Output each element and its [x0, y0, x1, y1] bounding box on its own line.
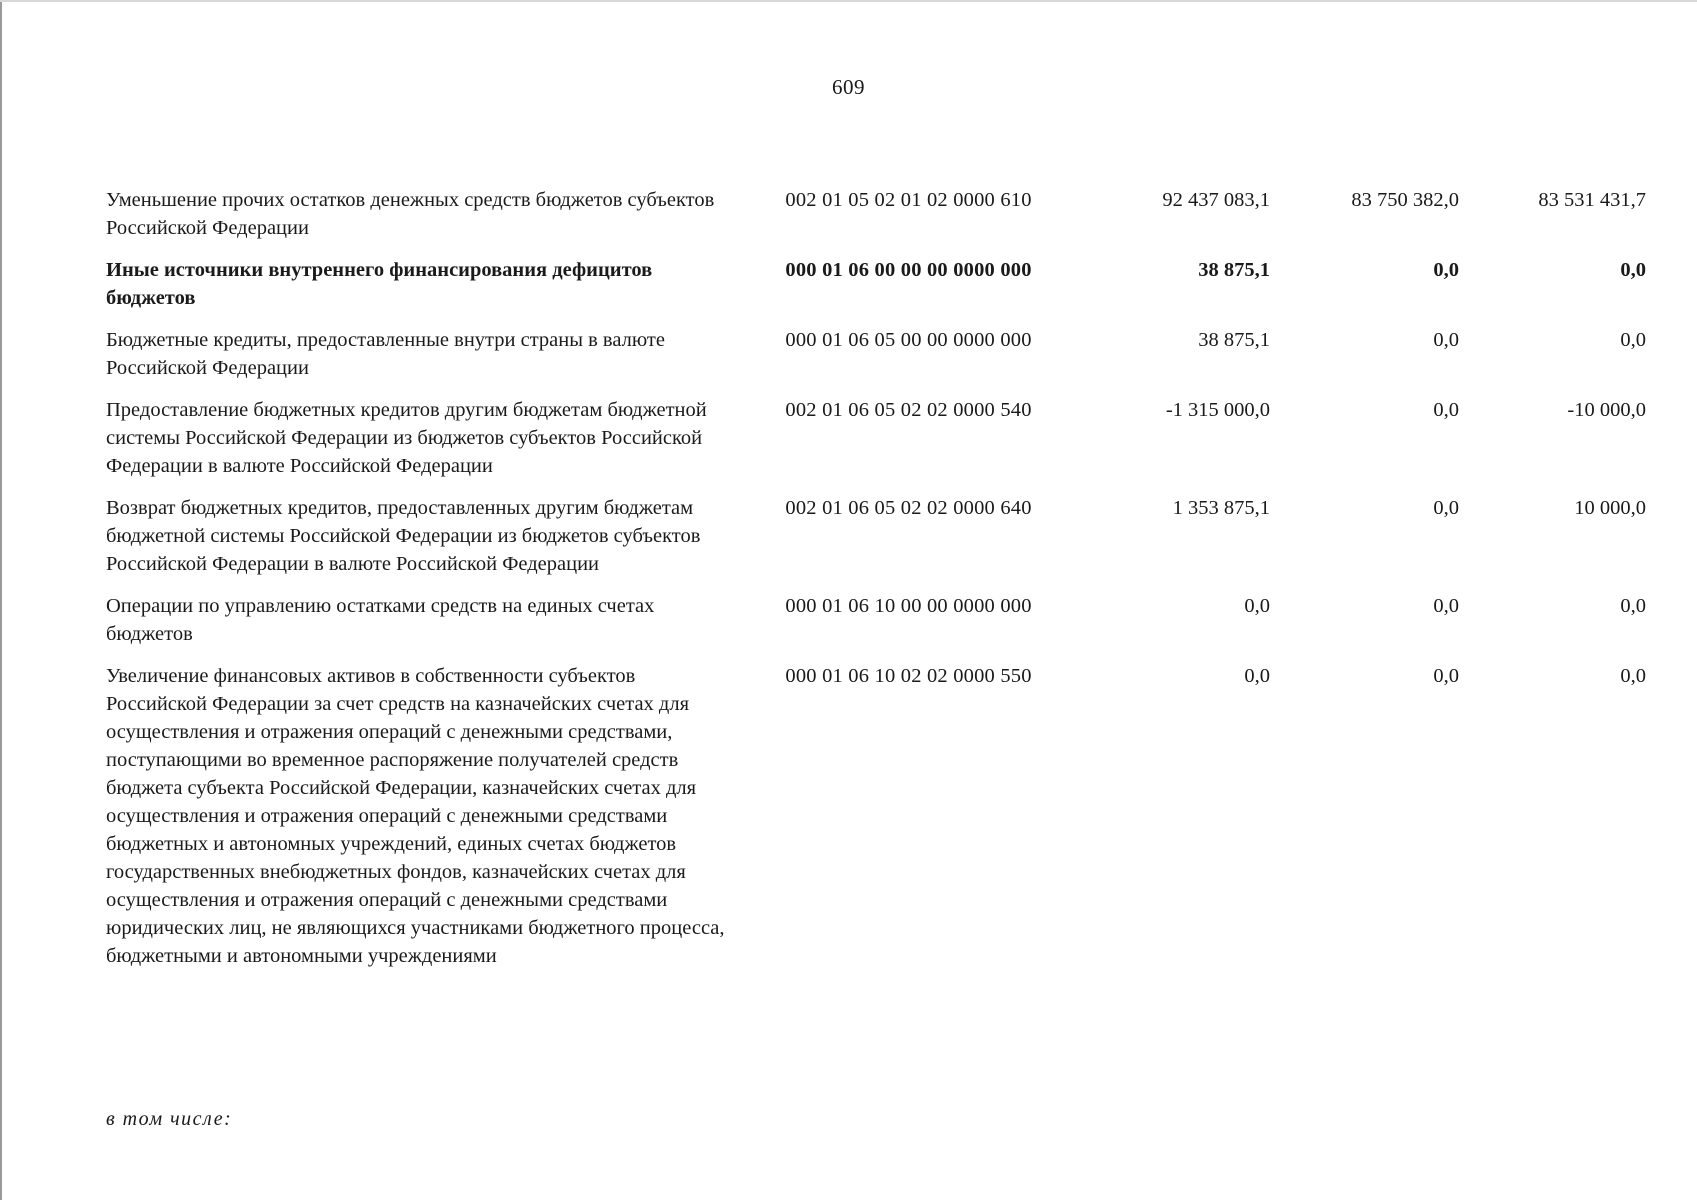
row-value-year3: 10 000,0 [1574, 497, 1646, 519]
row-name: Возврат бюджетных кредитов, предоставленных другим бюджетам бюджетной системы Российской Федерации из бюджетов субъектов Российской Федерации в валюте Российской Федерации [106, 497, 701, 575]
row-value-year2: 83 750 382,0 [1351, 189, 1459, 211]
row-name: Предоставление бюджетных кредитов другим бюджетам бюджетной системы Российской Федерации из бюджетов субъектов Российской Федерации в валюте Российской Федерации [106, 399, 707, 477]
row-value-year3: 83 531 431,7 [1538, 189, 1646, 211]
row-value-year2: 0,0 [1433, 595, 1459, 617]
row-name: Бюджетные кредиты, предоставленные внутри страны в валюте Российской Федерации [106, 329, 665, 379]
row-value-year3: 0,0 [1620, 259, 1646, 281]
budget-sources-table [106, 186, 1646, 984]
row-value-year1: 0,0 [1244, 665, 1271, 687]
page-edge-top [0, 0, 1697, 2]
row-code: 000 01 06 05 00 00 0000 000 [785, 329, 1032, 351]
row-value-year2: 0,0 [1433, 259, 1459, 281]
page-edge-left [0, 0, 2, 1200]
row-code: 002 01 06 05 02 02 0000 640 [785, 497, 1032, 519]
row-value-year1: 38 875,1 [1198, 259, 1271, 281]
table-row [106, 326, 1646, 396]
page-number: 609 [832, 75, 865, 99]
row-name: Операции по управлению остатками средств на единых счетах бюджетов [106, 595, 655, 645]
row-code: 002 01 05 02 01 02 0000 610 [785, 189, 1032, 211]
row-value-year1: 92 437 083,1 [1162, 189, 1271, 211]
row-value-year3: -10 000,0 [1567, 399, 1646, 421]
table-row-section-total [106, 256, 1646, 326]
row-code: 002 01 06 05 02 02 0000 540 [785, 399, 1032, 421]
row-value-year3: 0,0 [1620, 595, 1646, 617]
row-value-year3: 0,0 [1620, 329, 1646, 351]
row-code: 000 01 06 10 02 02 0000 550 [785, 665, 1032, 687]
row-value-year2: 0,0 [1433, 399, 1459, 421]
row-name: Увеличение финансовых активов в собственности субъектов Российской Федерации за счет средств на казначейских счетах для осуществления и отражения операций с денежными средствами, поступающими во временное распоряжение получателей средств бюджета субъекта Российской Федерации, казначейских счетах для осуществления и отражения операций с денежными средствами бюджетных и автономных учреждений, единых счетах бюджетов государственных внебюджетных фондов, казначейских счетах для осуществления и отражения операций с денежными средствами юридических лиц, не являющихся участниками бюджетного процесса, бюджетными и автономными учреждениями [106, 665, 725, 967]
table-row [106, 592, 1646, 662]
row-value-year3: 0,0 [1620, 665, 1646, 687]
row-name: Иные источники внутреннего финансирования дефицитов бюджетов [106, 259, 653, 309]
row-value-year2: 0,0 [1433, 665, 1459, 687]
table-row [106, 186, 1646, 256]
row-value-year1: 1 353 875,1 [1172, 497, 1271, 519]
row-value-year2: 0,0 [1433, 329, 1459, 351]
row-value-year1: 0,0 [1244, 595, 1271, 617]
row-name: Уменьшение прочих остатков денежных средств бюджетов субъектов Российской Федерации [106, 189, 715, 239]
row-code: 000 01 06 10 00 00 0000 000 [785, 595, 1032, 617]
table-row [106, 396, 1646, 494]
row-value-year1: 38 875,1 [1198, 329, 1271, 351]
including-note: в том числе: [106, 1108, 233, 1130]
table-row [106, 494, 1646, 592]
table-row [106, 662, 1646, 984]
row-value-year1: -1 315 000,0 [1165, 399, 1271, 421]
row-code: 000 01 06 00 00 00 0000 000 [785, 259, 1032, 281]
row-value-year2: 0,0 [1433, 497, 1459, 519]
